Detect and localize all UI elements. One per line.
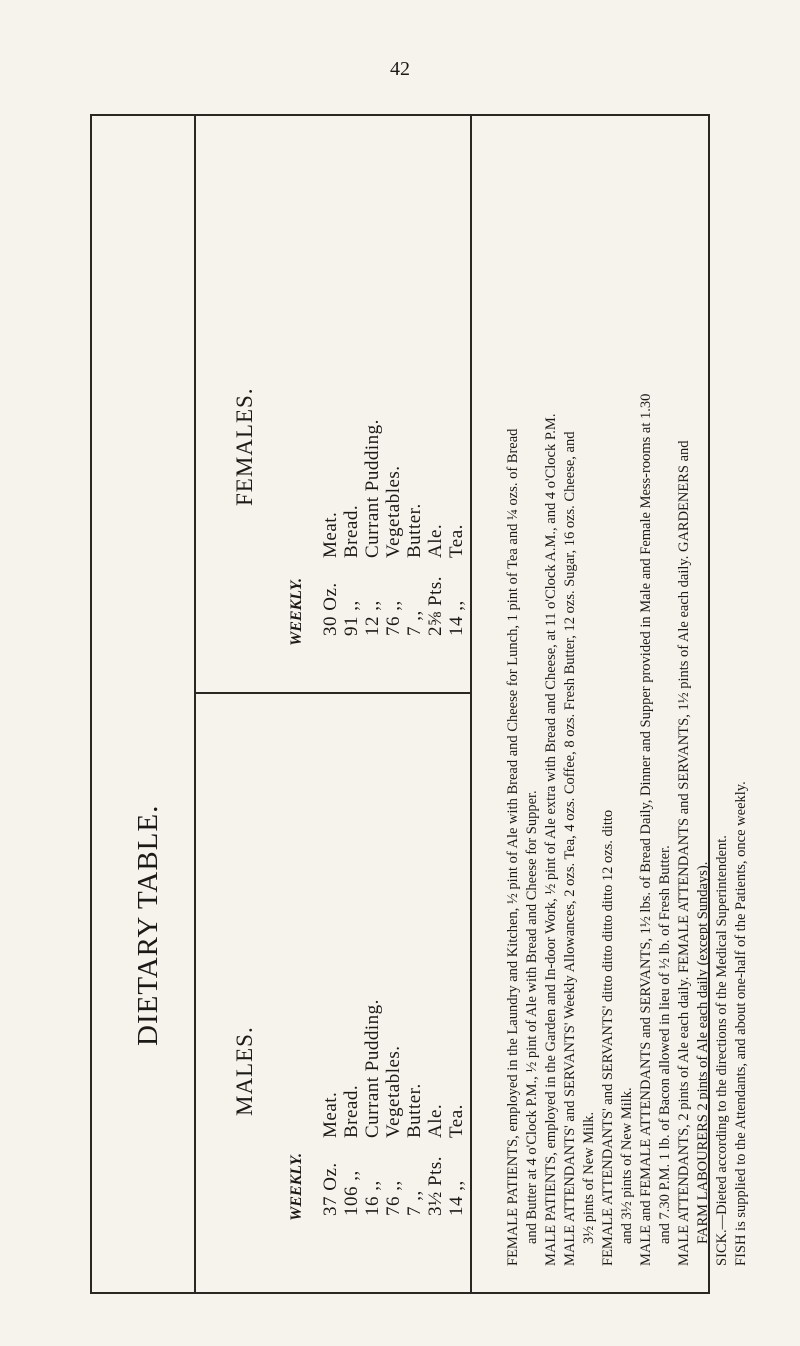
sex-divider [194,692,470,694]
note-line: and 7.30 P.M. 1 lb. of Bacon allowed in lieu of ½ lb. of Fresh Butter. [657,845,673,1244]
note-line: MALE ATTENDANTS, 2 pints of Ale each daily. FEMALE ATTENDANTS and SERVANTS, 1½ pints of Ale each daily. GARDENERS and [676,440,692,1266]
rations-panel [92,116,472,1292]
females-ration-qty: 30 Oz. [320,582,341,636]
page-number: 42 [390,58,410,80]
males-ration-line [446,1104,468,1216]
females-heading: FEMALES. [232,387,257,506]
note-line: SICK.—Dieted according to the directions of the Medical Superintendent. [714,835,730,1266]
males-ration-qty: 7 ,, [404,1190,425,1216]
females-ration-item: Bread. [341,504,362,558]
males-ration-qty: 14 ,, [446,1180,467,1216]
females-ration-qty: 12 ,, [362,600,383,636]
males-ration-qty: 3½ Pts. [425,1156,446,1216]
males-ration-item: Currant Pudding. [362,999,383,1138]
males-ration-item: Ale. [425,1103,446,1138]
note-line: and Butter at 4 o'Clock P.M., ½ pint of Ale with Bread and Cheese for Supper. [524,790,540,1244]
note-line: FEMALE PATIENTS, employed in the Laundry and Kitchen, ½ pint of Ale with Bread and Cheese for Lunch, 1 pint of Tea and ¼ ozs. of Bread [505,428,521,1266]
title-divider [194,116,196,1292]
males-ration-line [404,1083,426,1216]
males-ration-item: Tea. [446,1104,467,1138]
males-ration-line [362,999,384,1216]
females-period: WEEKLY. [288,577,305,646]
males-period: WEEKLY. [288,1152,305,1221]
note-line: MALE and FEMALE ATTENDANTS and SERVANTS, 1½ lbs. of Bread Daily, Dinner and Supper provided in Male and Female Mess-rooms at 1.30 [638,393,654,1266]
note-line: and 3½ pints of New Milk. [619,1087,635,1244]
females-ration-qty: 91 ,, [341,600,362,636]
males-ration-line [383,1045,405,1216]
females-ration-item: Tea. [446,524,467,558]
males-ration-line [425,1104,447,1216]
note-line: MALE ATTENDANTS' and SERVANTS' Weekly Allowances, 2 ozs. Tea, 4 ozs. Coffee, 8 ozs. Fresh Butter, 12 ozs. Sugar, 16 ozs. Cheese, and [562,431,578,1266]
males-ration-qty: 16 ,, [362,1180,383,1216]
note-line: FISH is supplied to the Attendants, and about one-half of the Patients, once weekly. [733,781,749,1266]
males-ration-item: Vegetables. [383,1045,404,1138]
note-line: 3½ pints of New Milk. [581,1111,597,1244]
table-title: DIETARY TABLE. [132,804,164,1046]
note-line: MALE PATIENTS, employed in the Garden and In-door Work, ½ pint of Ale extra with Bread and Cheese, at 11 o'Clock A.M., and 4 o'Clock P.M. [543,413,559,1266]
males-ration-qty: 76 ,, [383,1180,404,1216]
males-ration-line [341,1085,363,1216]
females-ration-item: Butter. [404,503,425,558]
females-ration-qty: 7 ,, [404,610,425,636]
males-ration-item: Bread. [341,1084,362,1138]
males-ration-qty: 37 Oz. [320,1162,341,1216]
note-line: FARM LABOURERS 2 pints of Ale each daily (except Sundays). [695,861,711,1244]
females-ration-qty: 14 ,, [446,600,467,636]
females-ration-item: Meat. [320,511,341,558]
males-heading: MALES. [232,1026,257,1116]
females-ration-qty: 76 ,, [383,600,404,636]
dietary-table [90,114,749,1294]
females-ration-line [383,465,405,636]
females-ration-line [404,503,426,636]
males-ration-item: Butter. [404,1083,425,1138]
males-ration-qty: 106 ,, [341,1170,362,1216]
females-ration-line [341,505,363,636]
males-ration-item: Meat. [320,1091,341,1138]
females-ration-line [362,419,384,636]
females-ration-item: Currant Pudding. [362,419,383,558]
notes-block [504,394,751,1266]
females-ration-qty: 2⅝ Pts. [425,576,446,636]
females-ration-item: Vegetables. [383,465,404,558]
females-ration-item: Ale. [425,523,446,558]
females-ration-line [320,512,342,636]
females-ration-line [425,524,447,636]
males-ration-line [320,1092,342,1216]
females-ration-line [446,524,468,636]
note-line: FEMALE ATTENDANTS' and SERVANTS' ditto ditto ditto ditto 12 ozs. ditto [600,809,616,1266]
